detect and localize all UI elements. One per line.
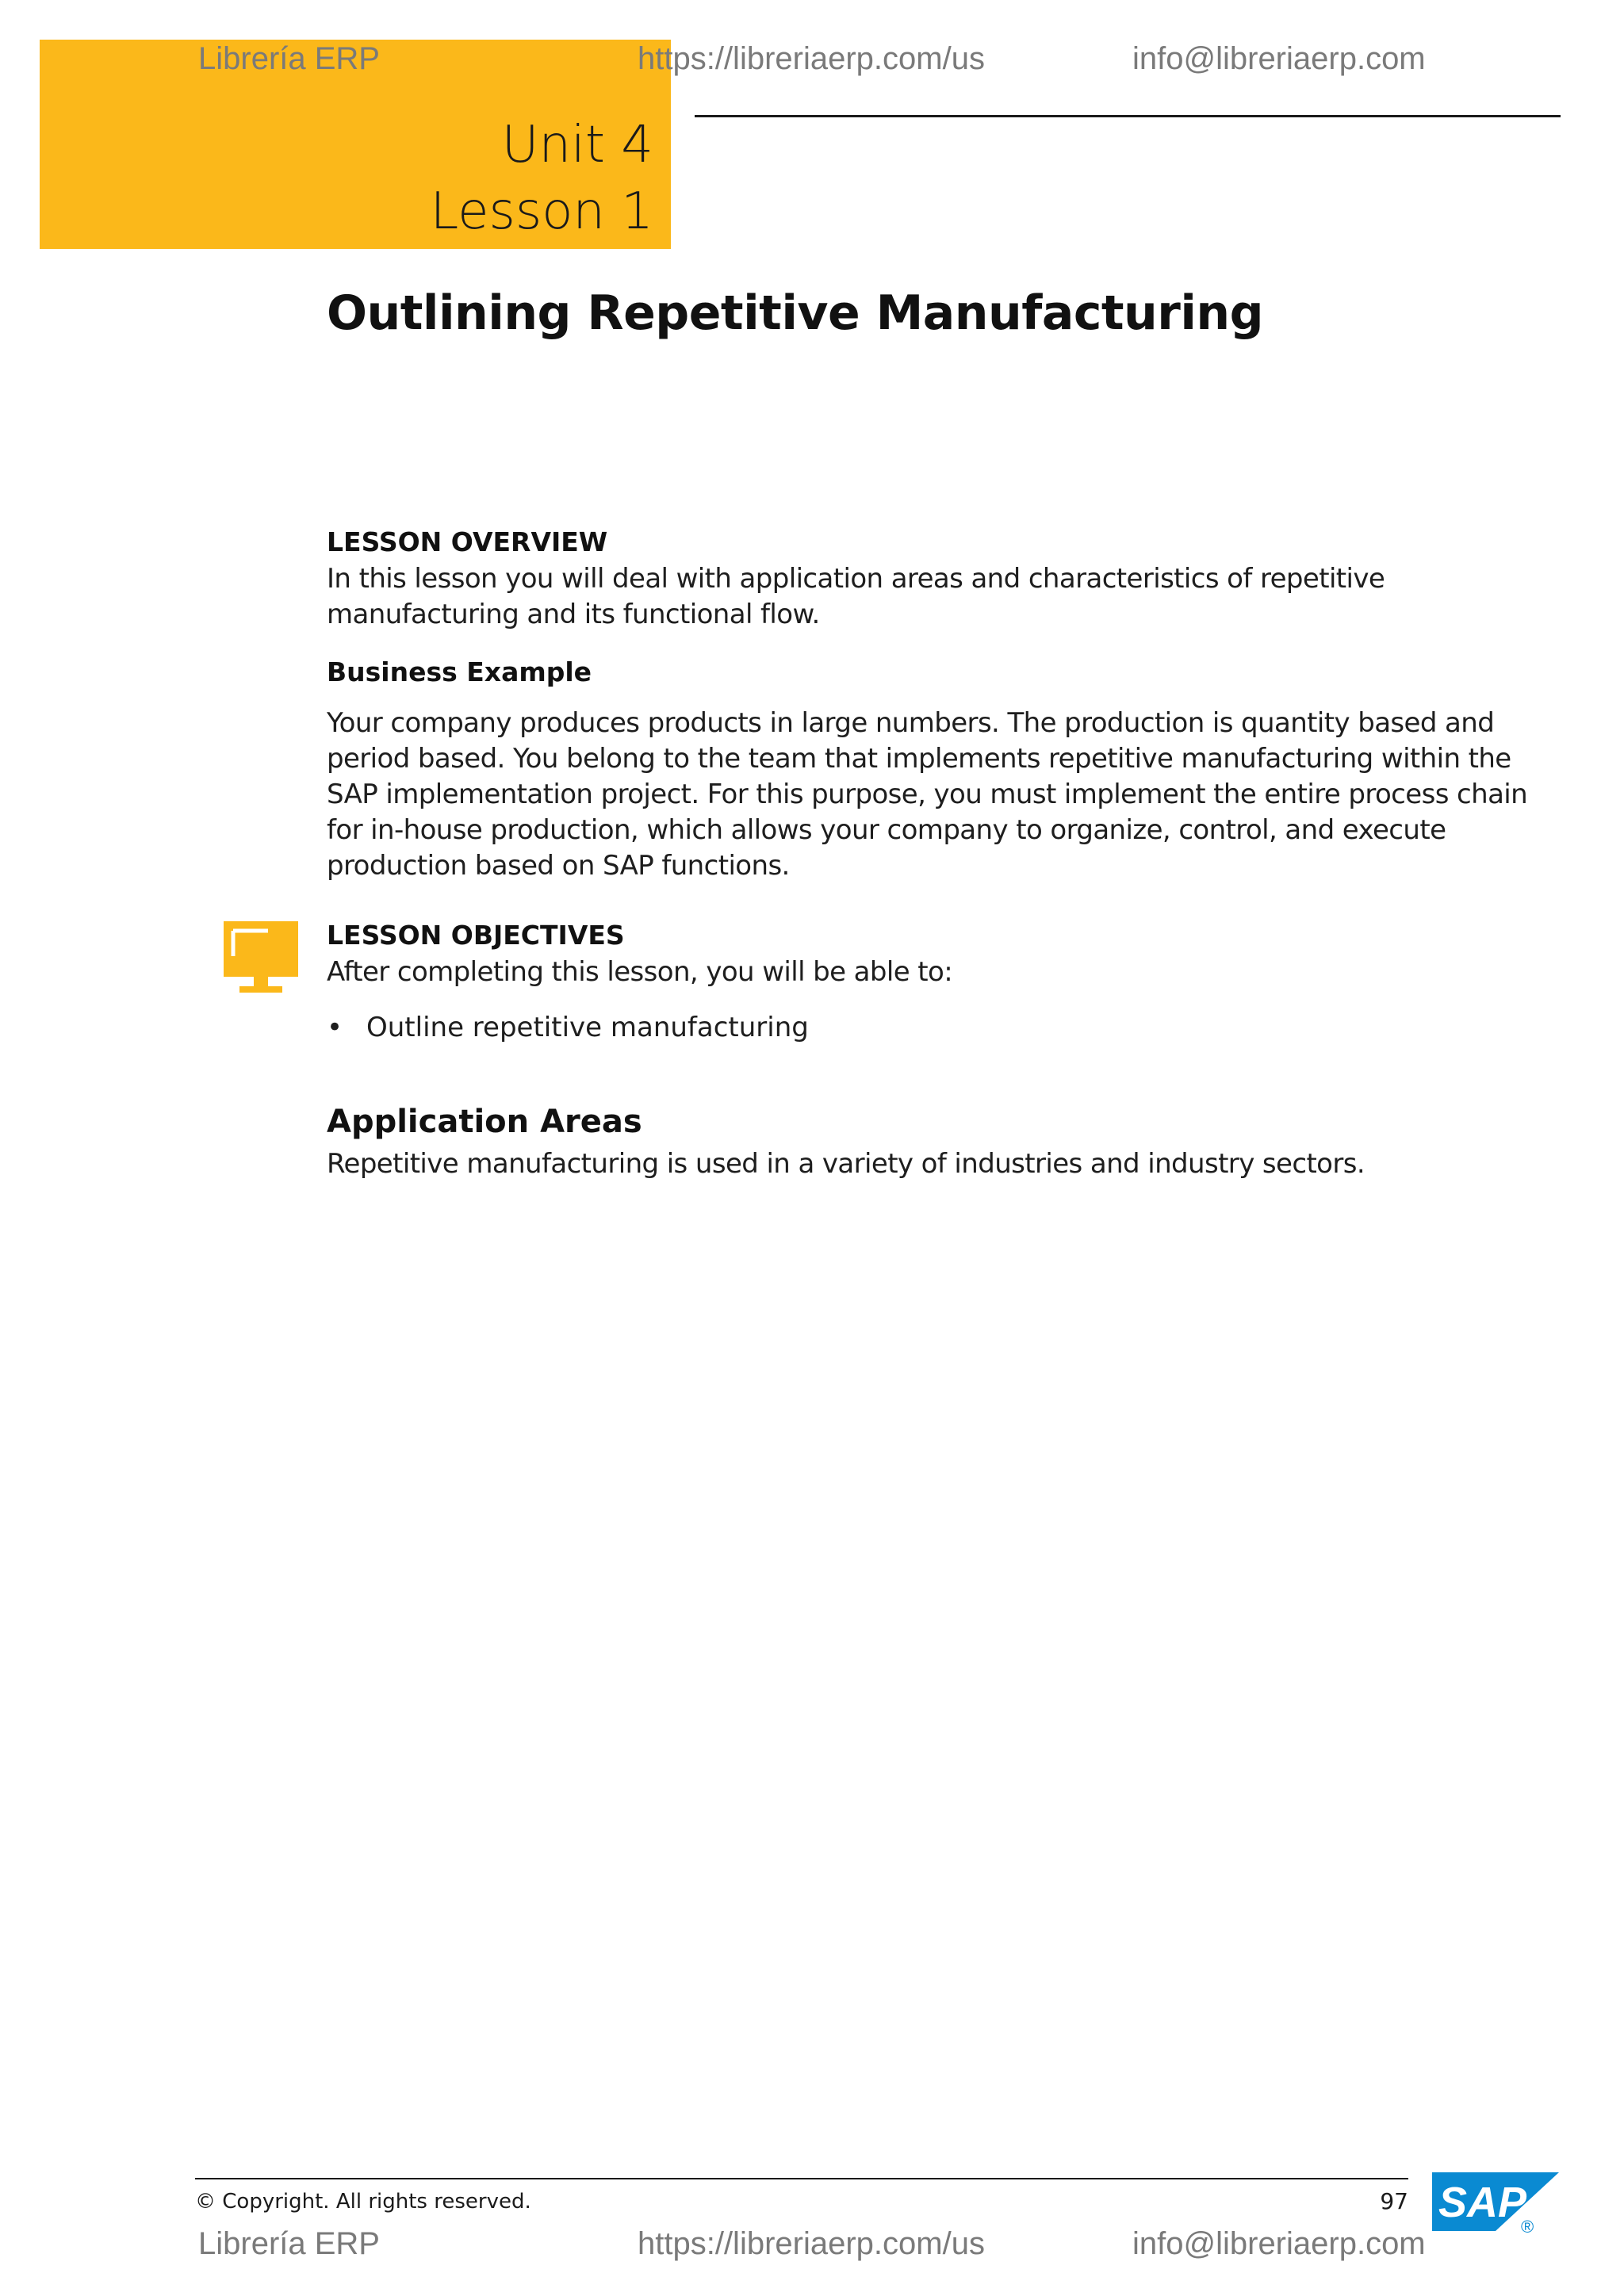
- objective-text: Outline repetitive manufacturing: [366, 1012, 809, 1043]
- objectives-intro-line: After completing this lesson, you will be able to:: [327, 956, 953, 988]
- objective-list-item: [327, 1010, 809, 1046]
- copyright-notice: © Copyright. All rights reserved.: [195, 2190, 531, 2214]
- sap-logo-mark: ®: [1521, 2217, 1534, 2236]
- business-example-line: production based on SAP functions.: [327, 850, 790, 882]
- header-rule: [695, 115, 1561, 117]
- lesson-overview-heading: LESSON OVERVIEW: [327, 526, 608, 557]
- business-example-line: period based. You belong to the team that implements repetitive manufacturing within the: [327, 743, 1511, 775]
- business-example-line: Your company produces products in large numbers. The production is quantity based and: [327, 707, 1495, 739]
- application-areas-heading: Application Areas: [327, 1104, 642, 1140]
- watermark-email-bottom: info@libreriaerp.com: [1132, 2226, 1426, 2261]
- page-title: Outlining Repetitive Manufacturing: [327, 285, 1264, 341]
- bullet-marker: •: [327, 1012, 343, 1043]
- sap-logo: [1432, 2172, 1559, 2236]
- sap-logo-text: SAP: [1438, 2179, 1527, 2226]
- watermark-url-bottom: https://libreriaerp.com/us: [638, 2226, 985, 2261]
- business-example-line: for in-house production, which allows your company to organize, control, and execute: [327, 814, 1446, 846]
- lesson-objectives-intro: [327, 955, 1500, 990]
- business-example-text: [327, 706, 1528, 884]
- overview-line: In this lesson you will deal with application areas and characteristics of repetitive: [327, 563, 1385, 595]
- application-areas-text: [327, 1146, 1500, 1182]
- unit-label: Unit 4: [501, 116, 653, 174]
- lesson-label: Lesson 1: [430, 182, 653, 241]
- footer-rule: [195, 2178, 1408, 2179]
- watermark-url-top: https://libreriaerp.com/us: [638, 41, 985, 76]
- page-number: 97: [1380, 2188, 1408, 2214]
- monitor-icon: [222, 920, 300, 996]
- watermark-left-bottom: Librería ERP: [198, 2226, 380, 2261]
- lesson-objectives-heading: LESSON OBJECTIVES: [327, 920, 625, 951]
- application-areas-line: Repetitive manufacturing is used in a variety of industries and industry sectors.: [327, 1148, 1365, 1180]
- lesson-overview-text: [327, 561, 1500, 633]
- watermark-left-top: Librería ERP: [198, 41, 380, 76]
- watermark-email-top: info@libreriaerp.com: [1132, 41, 1426, 76]
- overview-line: manufacturing and its functional flow.: [327, 599, 820, 630]
- business-example-heading: Business Example: [327, 656, 592, 687]
- business-example-line: SAP implementation project. For this purpose, you must implement the entire process chain: [327, 779, 1528, 810]
